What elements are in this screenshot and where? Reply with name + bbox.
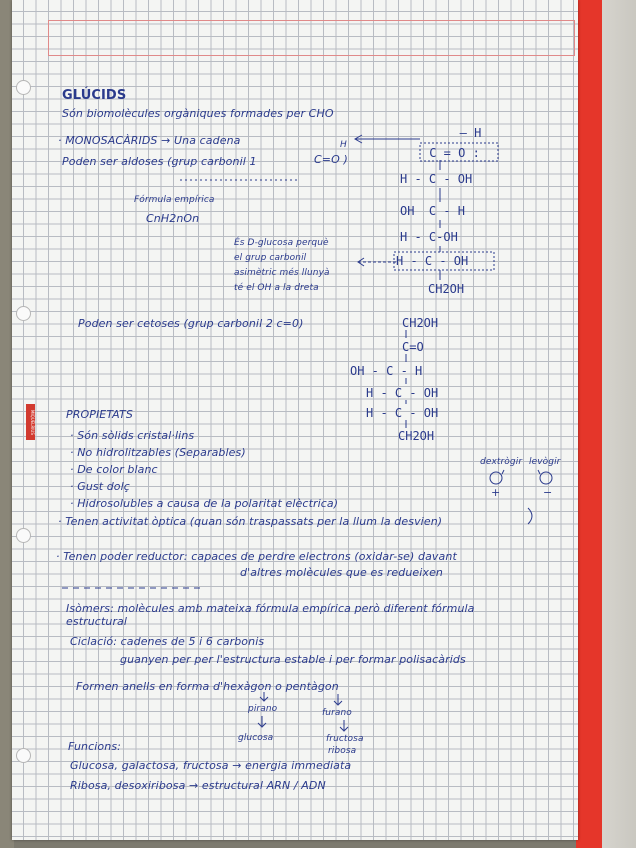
carbonyl-box [420,143,498,161]
functions-line: Ribosa, desoxiribosa → estructural ARN / ADN [70,779,326,792]
rings-text: Formen anells en forma d'hexàgon o pentàgon [76,680,339,693]
intro-text: Són biomolècules orgàniques formades per CHO [62,107,334,120]
d-glucose-note: És D-glucosa perquè [234,238,329,248]
monosaccharides-heading: · MONOSACÀRIDS → Una cadena [58,134,241,147]
glucose-line: OH C - H [400,204,466,218]
brand-label: MIQUELRIUS [26,404,35,440]
levorotatory-icon [540,472,552,484]
arrow-down [258,716,266,727]
ribose-label: ribosa [328,746,357,756]
glucose-line: — H [438,126,482,140]
carbonyl-h: H [340,140,347,150]
dextrorotatory-label: dextrògir [480,457,523,467]
property-item: · De color blanc [70,463,158,476]
pyran-label: pirano [248,704,278,714]
reducing-power-cont: d'altres molècules que es redueixen [240,566,444,579]
d-glucose-note: el grup carbonil [234,253,307,263]
fructose-line: C=O [402,340,424,354]
glucose-line: C = O : [422,146,480,160]
minus-sign: − [543,486,553,499]
arrow-down [334,694,342,705]
isomers-text: Isòmers: molècules amb mateixa fórmula empírica però diferent fórmula [66,602,475,615]
fructose-line: H - C - OH [366,406,439,420]
asymmetric-carbon-box [394,252,494,270]
page-title: GLÚCIDS [62,88,127,103]
fructose-line: CH2OH [398,429,435,443]
glucose-label: glucosa [238,733,274,743]
cyclation-text: Ciclació: cadenes de 5 i 6 carbonis [70,635,265,648]
functions-line: Glucosa, galactosa, fructosa → energia immediata [70,759,352,772]
fructose-label: fructosa [326,734,364,744]
property-item: · No hidrolitzables (Separables) [70,446,246,459]
plus-sign: + [491,486,501,499]
property-item: · Gust dolç [70,480,130,493]
ketoses-text: Poden ser cetoses (grup carbonil 2 c=0) [78,317,304,330]
glucose-line: CH2OH [428,282,465,296]
furan-label: furano [322,708,352,718]
property-item: · Són sòlids cristal·lins [70,429,195,442]
glucose-line: H - C-OH [400,230,458,244]
properties-heading: PROPIETATS [66,408,133,421]
glucose-line: H - C - OH [400,172,473,186]
fructose-line: H - C - OH [366,386,439,400]
aldoses-text: Poden ser aldoses (grup carbonil 1 [62,155,257,168]
fructose-line: CH2OH [402,316,439,330]
functions-heading: Funcions: [68,740,121,753]
cyclation-text-cont: guanyen per per l'estructura estable i per formar polisacàrids [120,653,466,666]
arrow-down [260,692,268,701]
isomers-text-cont: estructural [66,615,128,628]
reducing-power-text: · Tenen poder reductor: capaces de perdre electrons (oxidar-se) davant [56,550,457,563]
levorotatory-label: levògir [529,457,561,467]
arrow-down [340,720,348,731]
glucose-line: H - C - OH [396,254,469,268]
d-glucose-note: té el OH a la dreta [234,283,319,293]
property-item: · Tenen activitat òptica (quan són traspassats per la llum la desvien) [58,515,443,528]
empirical-formula: CnH2nOn [146,212,200,225]
formula-label: Fórmula empírica [134,195,215,205]
fructose-line: OH - C - H [350,364,423,378]
dextrorotatory-icon [490,472,502,484]
property-item: · Hidrosolubles a causa de la polaritat elèctrica) [70,497,339,510]
d-glucose-note: asimètric més llunyà [234,268,330,278]
carbonyl-group: C=O ) [314,153,348,166]
